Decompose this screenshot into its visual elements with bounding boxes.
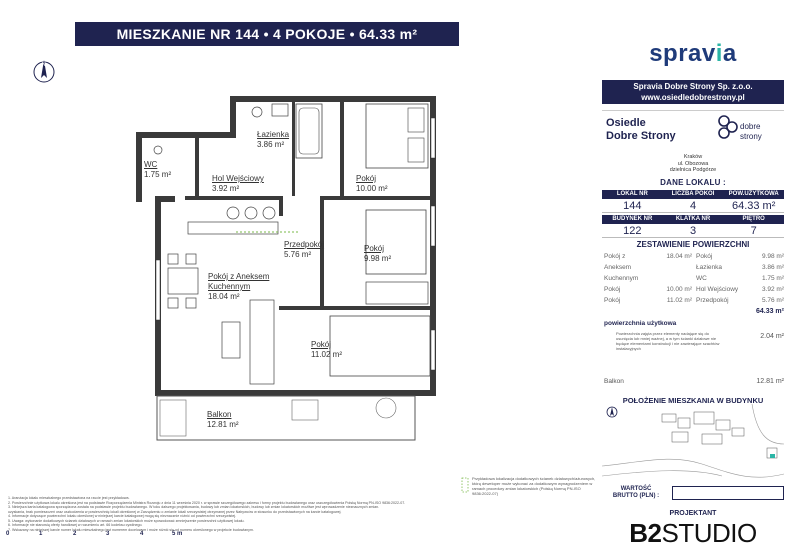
projektant-label: PROJEKTANT (669, 510, 717, 517)
osiedle-title: Osiedle Dobre Strony (606, 117, 676, 142)
bed-2 (366, 210, 426, 274)
pu-label: powierzchnia użytkowa (604, 320, 677, 327)
legend-note: Przykładowa lokalizacja dodatkowych ścianek działowych/ażurowych, którą deweloper może wykonać za dodatkowym wynagrodzeniem w ramach procedury zmian lokatorskich (Polską Normą PN-ISO 9836:2022-07) (472, 476, 596, 496)
scale-label: 5 m (172, 531, 183, 537)
osiedle-box (602, 110, 784, 150)
dining-table (168, 254, 198, 308)
bed-3 (330, 316, 430, 376)
room-pokoj-3: Pokój 11.02 m² (311, 340, 342, 359)
dane-row-1: LOKAL NR 144 LICZBA POKOI 4 POW.UŻYTKOWA 64.33 m² (602, 190, 784, 213)
balcony-outline (157, 396, 415, 440)
desk (366, 282, 428, 304)
room-lazienka: Łazienka 3.86 m² (257, 130, 290, 149)
footnotes: 1. Aranżacja lokalu mieszkalnego przedstawiona na rzucie jest przykładowa. 2. Powierzchnie użytkowa lokalu określona jest na podstawie Rozporządzenia Ministra Rozwoju z dnia 11 września 2020 r. w sprawie szczegółowego zakresu i formy projektu budowlanego oraz uszczegółowienia Polską Normą PN-ISO 9836:2022-07. 3. Niniejsza karta katalogowa sporządzona została na podstawie projektu budowlanego. W toku dalszego projektowania, budowy lub zmian lokatorskich, budowy lub zmian lokatorskich możliwe jest wprowadzenie nieznacznych zmian. uzyskania, brak pomieszczeń oraz uszkodzenia w powierzchnię lokali określonej w Zarządzeniu o zmianie lokali rzeczywistej otrzymanej przez Nabywców w stosunku do przedstawionych na karcie katalogowej. 4. Informacje dotyczące powierzchni lokalu określonej w niniejszej karcie katalogowej mogą się nieznacznie różnić od powierzchni rzeczywistej. 5. Uwaga: wykonanie dodatkowych ścianek działowych w ramach zmian lokatorskich może spowodować zmniejszenie powierzchni użytkowej lokalu. 6. Informacje nie stanowią oferty handlowej w rozumieniu art. 66 kodeksu cywilnego. 7. Wskazany na niniejszej karcie numer lokalu mieszkalnego jest numerem docelowym i może różnić się od numeru określonego w projekcie budowlanym. (8, 496, 406, 532)
bathtub (296, 104, 322, 158)
dane-row-2: BUDYNEK NR 122 KLATKA NR 3 PIĘTRO 7 (602, 215, 784, 238)
location-map (602, 404, 784, 484)
svg-text:dobre: dobre (740, 122, 761, 131)
balkon-value: 12.81 m² (756, 378, 784, 385)
company-name: Spravia Dobre Strony Sp. z.o.o. (633, 82, 753, 91)
bed-1 (366, 104, 428, 168)
pu-value: 2.04 m² (760, 333, 784, 340)
scale-label: 3 (106, 531, 110, 537)
wc-toilet (154, 146, 162, 154)
sofa (222, 300, 274, 384)
room-przedpokoj: Przedpokój 5.76 m² (284, 240, 325, 259)
toilet (252, 107, 262, 117)
svg-text:N: N (42, 62, 46, 68)
room-pokoj-1: Pokój 10.00 m² (356, 174, 388, 193)
room-pokoj-2: Pokój 9.98 m² (364, 244, 392, 263)
scale-label: 1 (39, 531, 43, 537)
location: Kraków ul. Obozowa dzielnica Podgórze (669, 154, 717, 173)
scale-label: 0 (6, 531, 10, 537)
room-aneks: Pokój z Aneksem Kuchennym 18.04 m² (208, 272, 270, 301)
spravia-logo: spravia (649, 40, 737, 67)
total-area: 64.33 m² (755, 308, 784, 315)
pu-note: Powierzchnia zajęta przez elementy nadające się do usunięcia lub mniej ważnej, a w tym ścianki działowe nie będące elementami konstrukcji i nie zawierające szachtów instalacyjnych (616, 331, 720, 351)
dane-title: DANE LOKALU : (660, 178, 726, 187)
sink (272, 104, 288, 116)
room-wc: WC 1.75 m² (144, 160, 172, 179)
polozenie-title: POŁOŻENIE MIESZKANIA W BUDYNKU (622, 396, 764, 405)
room-hol: Hol Wejściowy 3.92 m² (212, 174, 264, 193)
scale-label: 4 (140, 531, 144, 537)
company-url[interactable]: www.osiedledobrestrony.pl (641, 93, 745, 102)
compass-icon (34, 60, 54, 82)
svg-text:strony: strony (740, 132, 762, 141)
wartosc-value-box (672, 486, 784, 500)
b2studio-logo: B2STUDIO (629, 518, 757, 548)
apartment-title: MIESZKANIE NR 144 • 4 POKOJE • 64.33 m² (116, 26, 418, 42)
room-balkon: Balkon 12.81 m² (207, 410, 239, 429)
dobre-strony-logo (714, 113, 774, 149)
balkon-label: Balkon (604, 378, 624, 385)
appliances (188, 207, 278, 234)
zestawienie-title: ZESTAWIENIE POWIERZCHNI (636, 240, 750, 249)
scale-label: 2 (73, 531, 77, 537)
company-box (602, 80, 784, 104)
zest-left-name: Pokój z Aneksem Kuchennym (604, 253, 639, 282)
wartosc-label: WARTOŚĆ BRUTTO (PLN) : (612, 486, 660, 499)
